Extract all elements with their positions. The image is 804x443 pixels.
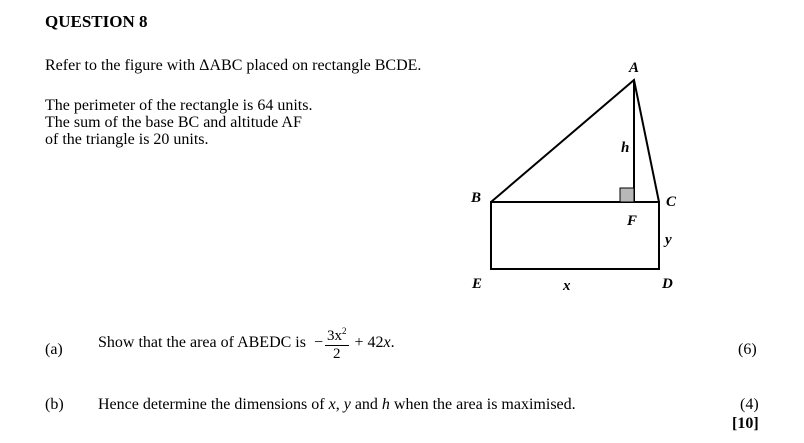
part-b-marks: (4) bbox=[740, 396, 759, 413]
right-angle-marker bbox=[620, 188, 634, 202]
part-a-var-x: x bbox=[383, 334, 391, 351]
label-b: B bbox=[471, 190, 482, 206]
label-d: D bbox=[662, 276, 673, 292]
part-a-minus: − bbox=[313, 334, 323, 351]
area-fraction bbox=[325, 323, 349, 363]
fraction-numerator bbox=[325, 323, 349, 346]
label-h: h bbox=[621, 140, 630, 156]
part-b-var-y: y bbox=[343, 396, 351, 413]
part-b-prefix: Hence determine the dimensions of bbox=[98, 396, 325, 413]
part-b-and: and bbox=[354, 396, 378, 413]
label-e: E bbox=[472, 276, 483, 292]
info-line-3: of the triangle is 20 units. bbox=[45, 131, 209, 148]
part-b-text bbox=[98, 396, 576, 414]
part-a-plus-term: + 42 bbox=[354, 334, 384, 351]
label-x: x bbox=[563, 278, 571, 294]
part-a-label: (a) bbox=[45, 341, 63, 358]
part-a-prefix: Show that the area of ABEDC is bbox=[98, 334, 306, 351]
part-b-comma: , bbox=[335, 396, 340, 413]
label-f: F bbox=[627, 213, 638, 229]
question-intro: Refer to the figure with ΔABC placed on rectangle BCDE. bbox=[45, 57, 422, 74]
part-b-label: (b) bbox=[45, 396, 64, 413]
question-title: QUESTION 8 bbox=[45, 12, 148, 31]
part-a-marks: (6) bbox=[738, 341, 757, 358]
part-b-suffix: when the area is maximised. bbox=[393, 396, 576, 413]
info-line-1: The perimeter of the rectangle is 64 units. bbox=[45, 97, 313, 114]
part-a-text bbox=[98, 323, 395, 363]
question-total-marks: [10] bbox=[732, 415, 759, 432]
info-line-2: The sum of the base BC and altitude AF bbox=[45, 114, 302, 131]
label-a: A bbox=[629, 60, 640, 76]
part-b-var-h: h bbox=[381, 396, 390, 413]
numerator-exponent: 2 bbox=[342, 326, 347, 336]
label-y: y bbox=[665, 232, 672, 248]
part-b-var-x: x bbox=[328, 396, 336, 413]
fraction-denominator: 2 bbox=[333, 346, 341, 362]
numerator-base: 3x bbox=[327, 328, 342, 344]
part-a-period: . bbox=[390, 334, 395, 351]
label-c: C bbox=[666, 194, 677, 210]
